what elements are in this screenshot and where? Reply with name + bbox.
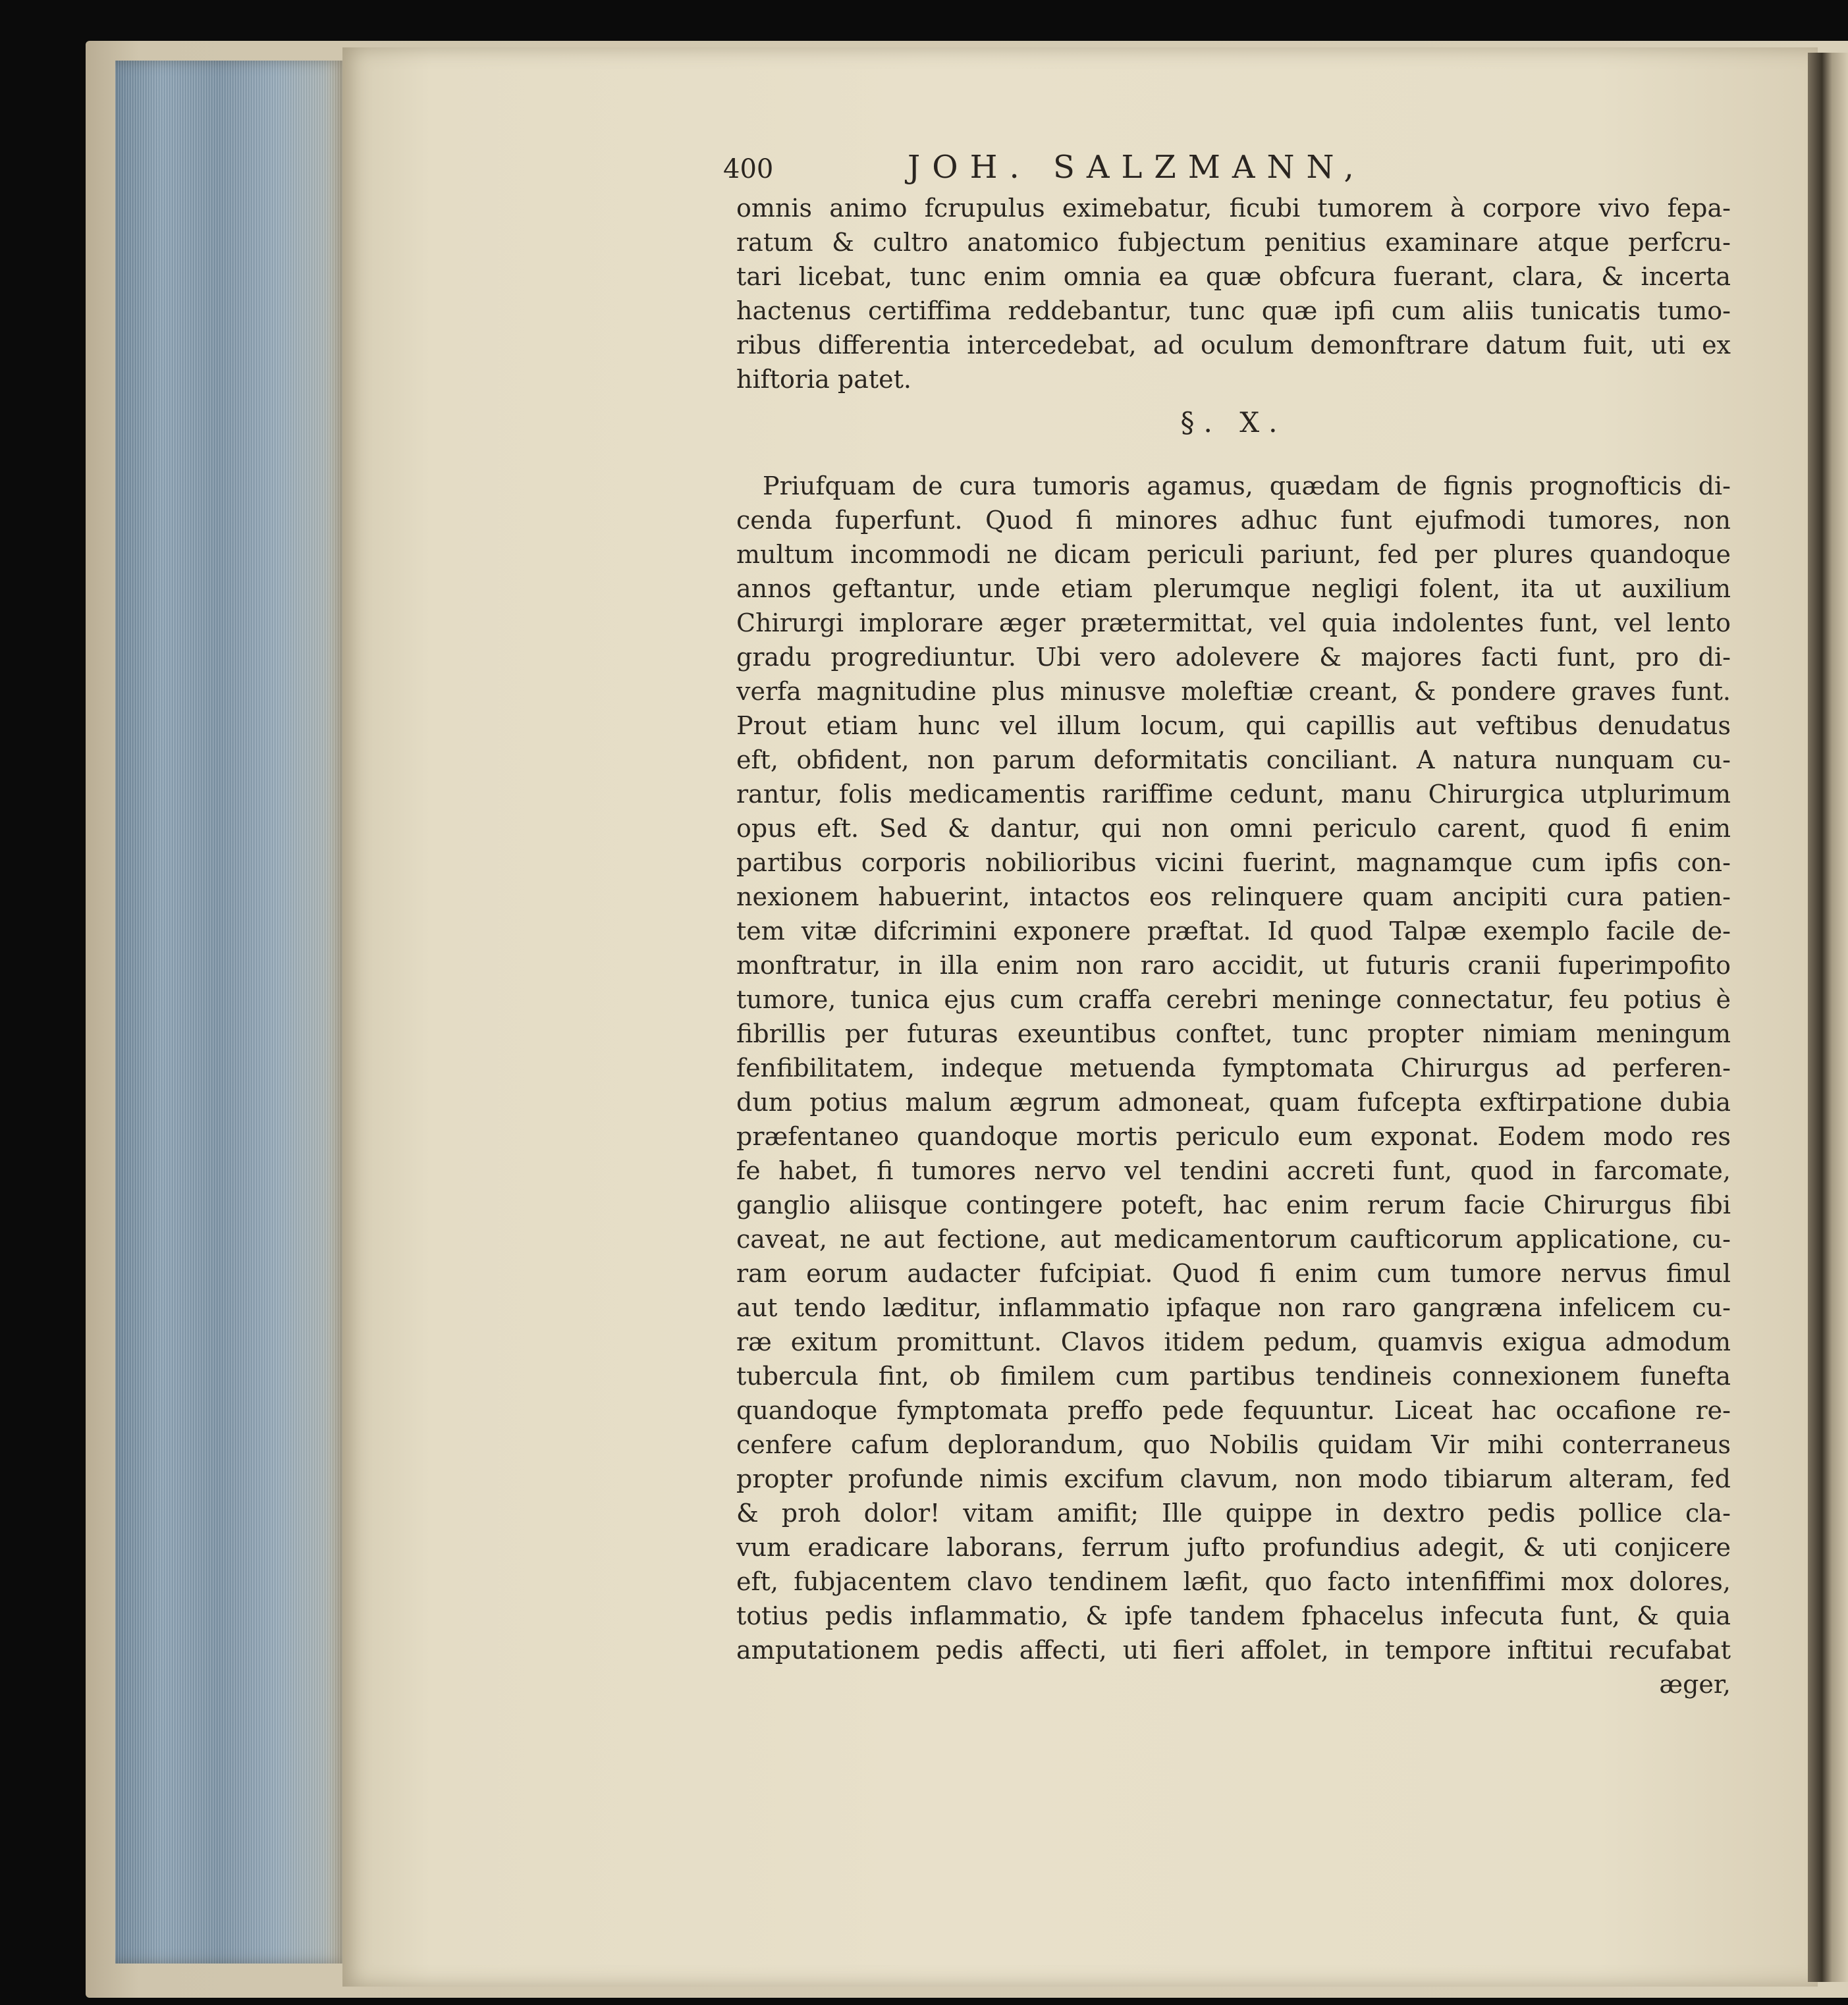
- text-line: tumore, tunica ejus cum craffa cerebri meninge connectatur, feu potius è: [736, 985, 1731, 1014]
- text-line: ganglio aliisque contingere poteft, hac enim rerum facie Chirurgus fibi: [736, 1190, 1731, 1219]
- text-line: ram eorum audacter fufcipiat. Quod fi enim cum tumore nervus fimul: [736, 1259, 1731, 1288]
- text-line: caveat, ne aut fectione, aut medicamentorum caufticorum applicatione, cu-: [736, 1225, 1731, 1254]
- catchword: æger,: [1659, 1670, 1731, 1699]
- text-line: ratum & cultro anatomico fubjectum penitius examinare atque perfcru-: [736, 228, 1731, 257]
- page-header: [723, 149, 1731, 191]
- text-line: Chirurgi implorare æger prætermittat, vel quia indolentes funt, vel lento: [736, 608, 1731, 637]
- text-line: tem vitæ difcrimini exponere præftat. Id quod Talpæ exemplo facile de-: [736, 917, 1731, 946]
- text-line: cenda fuperfunt. Quod fi minores adhuc funt ejufmodi tumores, non: [736, 506, 1731, 535]
- book-gutter: [1808, 53, 1848, 1982]
- text-line: aut tendo læditur, inflammatio ipfaque non raro gangræna infelicem cu-: [736, 1293, 1731, 1322]
- text-line: amputationem pedis affecti, uti fieri affolet, in tempore inftitui recufabat: [736, 1636, 1731, 1665]
- text-line: cenfere cafum deplorandum, quo Nobilis quidam Vir mihi conterraneus: [736, 1430, 1731, 1459]
- text-line: eft, obfident, non parum deformitatis conciliant. A natura nunquam cu-: [736, 745, 1731, 774]
- text-line: omnis animo fcrupulus eximebatur, ficubi tumorem à corpore vivo fepa-: [736, 194, 1731, 223]
- text-line: tubercula fint, ob fimilem cum partibus tendineis connexionem funefta: [736, 1362, 1731, 1391]
- text-line: propter profunde nimis excifum clavum, non modo tibiarum alteram, fed: [736, 1464, 1731, 1493]
- text-line: multum incommodi ne dicam periculi pariunt, fed per plures quandoque: [736, 540, 1731, 569]
- text-line: fenfibilitatem, indeque metuenda fymptomata Chirurgus ad perferen-: [736, 1054, 1731, 1083]
- text-line: Prout etiam hunc vel illum locum, qui capillis aut veftibus denudatus: [736, 711, 1731, 740]
- text-line: hactenus certiffima reddebantur, tunc quæ ipfi cum aliis tunicatis tumo-: [736, 296, 1731, 325]
- text-line: dum potius malum ægrum admoneat, quam fufcepta exftirpatione dubia: [736, 1088, 1731, 1117]
- text-line: quandoque fymptomata preffo pede fequuntur. Liceat hac occafione re-: [736, 1396, 1731, 1425]
- text-line: monftratur, in illa enim non raro accidit, ut futuris cranii fuperimpofito: [736, 951, 1731, 980]
- text-block: [723, 149, 1731, 1701]
- text-line: ræ exitum promittunt. Clavos itidem pedum, quamvis exigua admodum: [736, 1327, 1731, 1356]
- text-line: fibrillis per futuras exeuntibus conftet, tunc propter nimiam meningum: [736, 1019, 1731, 1048]
- text-line: Priufquam de cura tumoris agamus, quædam de fignis prognofticis di-: [763, 471, 1731, 500]
- text-line: verfa magnitudine plus minusve moleftiæ creant, & pondere graves funt.: [736, 677, 1731, 706]
- text-line: fe habet, fi tumores nervo vel tendini accreti funt, quod in farcomate,: [736, 1156, 1731, 1185]
- text-line: hiftoria patet.: [736, 365, 911, 394]
- text-line: præfentaneo quandoque mortis periculo eum exponat. Eodem modo res: [736, 1122, 1731, 1151]
- text-line: partibus corporis nobilioribus vicini fuerint, magnamque cum ipfis con-: [736, 848, 1731, 877]
- text-line: nexionem habuerint, intactos eos relinquere quam ancipiti cura patien-: [736, 882, 1731, 911]
- section-heading: §. X.: [1180, 406, 1287, 439]
- page-edge-stack: [115, 61, 346, 1964]
- text-line: vum eradicare laborans, ferrum jufto profundius adegit, & uti conjicere: [736, 1533, 1731, 1562]
- paragraph-2: [736, 469, 1731, 1667]
- running-head: JOH. SALZMANN,: [908, 149, 1366, 186]
- page-number: 400: [723, 154, 774, 184]
- paragraph-1: [736, 191, 1731, 396]
- text-line: rantur, folis medicamentis rariffime cedunt, manu Chirurgica utplurimum: [736, 780, 1731, 809]
- text-line: gradu progrediuntur. Ubi vero adolevere & majores facti funt, pro di-: [736, 643, 1731, 672]
- text-line: eft, fubjacentem clavo tendinem læfit, quo facto intenfiffimi mox dolores,: [736, 1567, 1731, 1596]
- text-line: annos geftantur, unde etiam plerumque negligi folent, ita ut auxilium: [736, 574, 1731, 603]
- text-line: & proh dolor! vitam amifit; Ille quippe in dextro pedis pollice cla-: [736, 1499, 1731, 1528]
- text-line: totius pedis inflammatio, & ipfe tandem fphacelus infecuta funt, & quia: [736, 1601, 1731, 1630]
- text-line: ribus differentia intercedebat, ad oculum demonftrare datum fuit, uti ex: [736, 331, 1731, 360]
- text-line: tari licebat, tunc enim omnia ea quæ obfcura fuerant, clara, & incerta: [736, 262, 1731, 291]
- text-line: opus eft. Sed & dantur, qui non omni periculo carent, quod fi enim: [736, 814, 1731, 843]
